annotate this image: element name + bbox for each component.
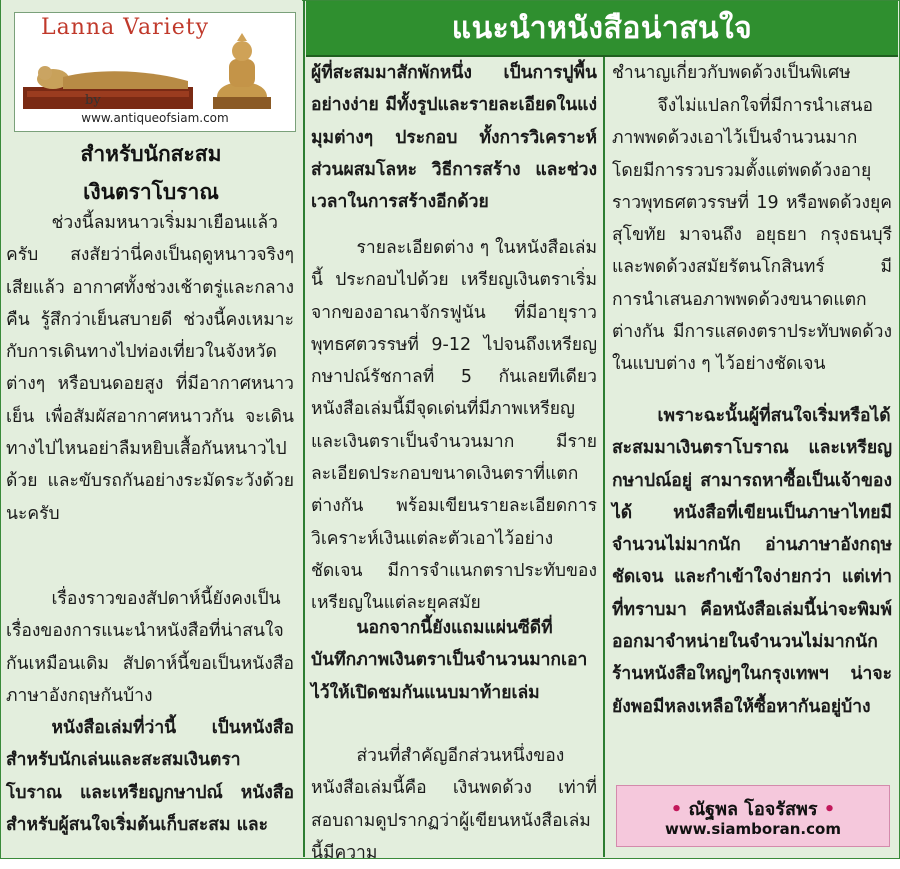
reclining-buddha-image	[23, 47, 203, 111]
author-name: ณัฐพล โอจรัสพร	[688, 799, 818, 820]
paragraph: ชำนาญเกี่ยวกับพดด้วงเป็นพิเศษ	[612, 63, 851, 83]
paragraph: หนังสือเล่มที่ว่านี้ เป็นหนังสือสำหรับนักเล่นและสะสมเงินตราโบราณ และเหรียญกษาปณ์ หนังสือสำหรับผู้สนใจเริ่มต้นเก็บสะสม และ	[6, 718, 294, 835]
author-url: www.siamboran.com	[665, 820, 841, 838]
paragraph: จึงไม่แปลกใจที่มีการนำเสนอภาพพดด้วงเอาไว้เป็นจำนวนมาก โดยมีการรวบรวมตั้งแต่พดด้วงอายุราวพุทธศตวรรษที่ 19 หรือพดด้วงยุคสุโขทัย มาจนถึง อยุธยา กรุงธนบุรี และพดด้วงสมัยรัตนโกสินทร์ มีการนำเสนอภาพพดด้วงขนาดแตกต่างกัน มีการแสดงตราประทับพดด้วงในแบบต่าง ๆ ไว้อย่างชัดเจน	[612, 96, 892, 375]
paragraph: ผู้ที่สะสมมาสักพักหนึ่ง เป็นการปูพื้นอย่างง่าย มีทั้งรูปและรายละเอียดในแง่มุมต่างๆ ประกอบ ทั้งการวิเคราะห์ส่วนผสมโลหะ วิธีการสร้าง และช่วงเวลาในการสร้างอีกด้วย	[311, 63, 597, 213]
column-divider	[303, 0, 305, 857]
paragraph: รายละเอียดต่าง ๆ ในหนังสือเล่มนี้ ประกอบไปด้วย เหรียญเงินตราเริ่มจากของอาณาจักรฟูนัน ที่มีอายุราวพุทธศตวรรษที่ 9-12 ไปจนถึงเหรียญกษาปณ์รัชกาลที่ 5 กันเลยทีเดียว หนังสือเล่มนี้มีจุดเด่นที่มีภาพเหรียญ และเงินตราเป็นจำนวนมาก มีรายละเอียดประกอบขนาดเงินตราที่แตกต่างกัน พร้อมเขียนรายละเอียดการวิเคราะห์เงินแต่ละตัวเอาไว้อย่างชัดเจน มีการจำแนกตราประทับของเหรียญในแต่ละยุคสมัย	[311, 238, 597, 614]
author-signature-box	[616, 785, 890, 847]
paragraph: ส่วนที่สำคัญอีกส่วนหนึ่งของหนังสือเล่มนี้คือ เงินพดด้วง เท่าที่สอบถามดูปรากฏว่าผู้เขียนหนังสือเล่มนี้มีความ	[311, 746, 597, 863]
paragraph: เรื่องราวของสัปดาห์นี้ยังคงเป็นเรื่องของการแนะนำหนังสือที่น่าสนใจกันเหมือนเดิม สัปดาห์นี้ขอเป็นหนังสือภาษาอังกฤษกันบ้าง	[6, 589, 294, 706]
bullet-icon: •	[670, 799, 683, 820]
paragraph: นอกจากนี้ยังแถมแผ่นซีดีที่บันทึกภาพเงินตราเป็นจำนวนมากเอาไว้ให้เปิดชมกันแนบมาท้ายเล่ม	[311, 618, 588, 703]
paragraph: ช่วงนี้ลมหนาวเริ่มมาเยือนแล้วครับ สงสัยว่านี่คงเป็นฤดูหนาวจริงๆ เสียแล้ว อากาศทั้งช่วงเช้าตรู่และกลางคืน รู้สึกว่าเย็นสบายดี ช่วงนี้คงเหมาะกับการเดินทางไปท่องเที่ยวในจังหวัดต่างๆ หรือบนดอยสูง ที่มีอากาศหนาวเย็น เพื่อสัมผัสอากาศหนาวกัน จะเดินทางไปไหนอย่าลืมหยิบเสื้อกันหนาวไปด้วย และขับรถกันอย่างระมัดระวังด้วยนะครับ	[6, 213, 294, 524]
logo-url: www.antiqueofsiam.com	[81, 111, 229, 125]
article-header	[306, 1, 898, 57]
paragraph: เพราะฉะนั้นผู้ที่สนใจเริ่มหรือได้สะสมมาเงินตราโบราณ และเหรียญกษาปณ์อยู่ สามารถหาซื้อเป็นเจ้าของได้ หนังสือที่เขียนเป็นภาษาไทยมีจำนวนไม่มากนัก อ่านภาษาอังกฤษชัดเจน และกำเข้าใจง่ายกว่า แต่เท่าที่ทราบมา คือหนังสือเล่มนี้น่าจะพิมพ์ออกมาจำหน่ายในจำนวนไม่มากนัก ร้านหนังสือใหญ่ๆในกรุงเทพฯ น่าจะยังพอมีหลงเหลือให้ซื้อหากันอยู่บ้าง	[612, 406, 892, 717]
bullet-icon: •	[823, 799, 836, 820]
column-logo	[14, 12, 296, 132]
logo-title: Lanna Variety	[41, 15, 209, 40]
seated-buddha-image	[207, 33, 277, 111]
logo-by-text: by	[85, 93, 101, 108]
article-title: แนะนำหนังสือน่าสนใจ	[451, 10, 753, 46]
section-title-line2: เงินตราโบราณ	[83, 180, 219, 204]
column-divider	[603, 57, 605, 857]
author-name-row	[617, 794, 889, 823]
section-title-line1: สำหรับนักสะสม	[80, 142, 222, 166]
